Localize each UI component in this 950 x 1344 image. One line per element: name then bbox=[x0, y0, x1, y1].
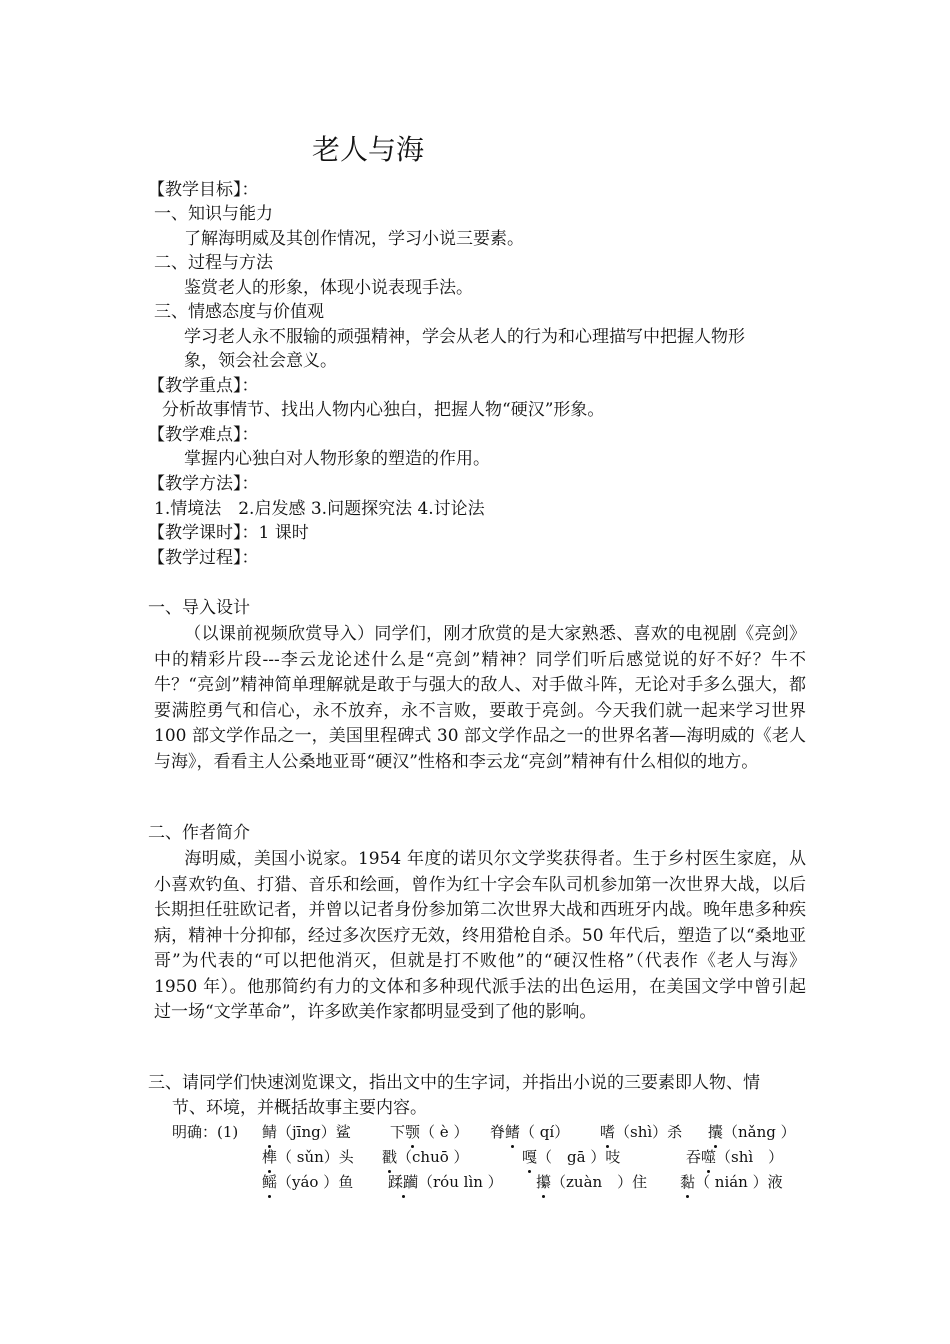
key-points-heading: 【教学重点】： bbox=[148, 376, 259, 396]
section-1-paragraph bbox=[154, 622, 806, 775]
goals-heading: 【教学目标】： bbox=[148, 180, 259, 200]
vocab-item: 攮（nǎng ） bbox=[708, 1123, 796, 1141]
vocab-lead: 明确：(1) bbox=[172, 1123, 239, 1141]
goals-section-2-title: 二、过程与方法 bbox=[154, 253, 273, 273]
class-hours-heading: 【教学课时】： bbox=[148, 523, 259, 543]
vocab-item: 嘎（ gā ）吱 bbox=[522, 1148, 621, 1166]
section-3-text-line-1: 三、请同学们快速浏览课文，指出文中的生字词，并指出小说的三要素即人物、情 bbox=[148, 1073, 760, 1093]
goals-section-1-text: 了解海明威及其创作情况，学习小说三要素。 bbox=[184, 229, 524, 249]
section-2-title: 二、作者简介 bbox=[148, 823, 250, 843]
goals-section-3-title: 三、情感态度与价值观 bbox=[154, 302, 324, 322]
class-hours-text: 1 课时 bbox=[258, 523, 309, 543]
vocab-row-2 bbox=[0, 1146, 950, 1168]
vocab-item: 鲭（jīng）鲨 bbox=[262, 1123, 351, 1141]
class-hours-line bbox=[148, 521, 309, 545]
process-heading: 【教学过程】： bbox=[148, 548, 259, 568]
vocab-item: 脊鳍（ qí） bbox=[490, 1123, 570, 1141]
document-title: 老人与海 bbox=[312, 133, 425, 166]
goals-section-1-title: 一、知识与能力 bbox=[154, 204, 273, 224]
key-points-text: 分析故事情节、找出人物内心独白，把握人物“硬汉”形象。 bbox=[162, 400, 605, 420]
vocab-item: 戳（chuō ） bbox=[382, 1148, 469, 1166]
goals-section-2-text: 鉴赏老人的形象，体现小说表现手法。 bbox=[184, 278, 473, 298]
vocab-item: 榫（ sǔn）头 bbox=[262, 1148, 354, 1166]
section-1-text: （以课前视频欣赏导入）同学们，刚才欣赏的是大家熟悉、喜欢的电视剧《亮剑》中的精彩片段---李云龙论述什么是“亮剑”精神？同学们听后感觉说的好不好？牛不牛？“亮剑”精神简单理解就是敢于与强大的敌人、对手做斗阵，无论对手多么强大，都要满腔勇气和信心，永不放弃，永不言败，要敢于亮剑。今天我们就一起来学习世界 100 部文学作品之一，美国里程碑式 30 部文学作品之一的世界名著—海明威的《老人与海》，看看主人公桑地亚哥“硬汉”性格和李云龙“亮剑”精神有什么相似的地方。 bbox=[154, 624, 806, 772]
methods-text: 1.情境法 2.启发感 3.问题探究法 4.讨论法 bbox=[154, 499, 485, 519]
goals-section-3-text-line-1: 学习老人永不服输的顽强精神，学会从老人的行为和心理描写中把握人物形 bbox=[184, 327, 745, 347]
vocab-item: 黏（ nián ）液 bbox=[680, 1173, 783, 1191]
vocab-item: 下颚（ è ） bbox=[390, 1123, 469, 1141]
vocab-row-3 bbox=[0, 1171, 950, 1193]
vocab-item: 鳐（yáo ）鱼 bbox=[262, 1173, 354, 1191]
methods-heading: 【教学方法】： bbox=[148, 474, 259, 494]
vocab-item: 蹂躏（róu lìn ） bbox=[388, 1173, 503, 1191]
vocab-row-1 bbox=[0, 1121, 950, 1143]
difficult-points-text: 掌握内心独白对人物形象的塑造的作用。 bbox=[184, 449, 490, 469]
goals-section-3-text-line-2: 象，领会社会意义。 bbox=[184, 351, 337, 371]
section-2-paragraph bbox=[154, 847, 806, 1026]
difficult-points-heading: 【教学难点】： bbox=[148, 425, 259, 445]
section-2-text: 海明威，美国小说家。1954 年度的诺贝尔文学奖获得者。生于乡村医生家庭，从小喜欢钓鱼、打猎、音乐和绘画，曾作为红十字会车队司机参加第一次世界大战，以后长期担任驻欧记者，并曾以记者身份参加第二次世界大战和西班牙内战。晚年患多种疾病，精神十分抑郁，经过多次医疗无效，终用猎枪自杀。50 年代后，塑造了以“桑地亚哥”为代表的“可以把他消灭，但就是打不败他”的“硬汉性格”（代表作《老人与海》1950 年）。他那简约有力的文体和多种现代派手法的出色运用，在美国文学中曾引起过一场“文学革命”，许多欧美作家都明显受到了他的影响。 bbox=[154, 849, 806, 1022]
vocab-item: 吞噬（shì ） bbox=[686, 1148, 784, 1166]
section-3-text-line-2: 节、环境，并概括故事主要内容。 bbox=[172, 1098, 427, 1118]
section-1-title: 一、导入设计 bbox=[148, 598, 250, 618]
vocab-item: 嗜（shì）杀 bbox=[600, 1123, 683, 1141]
vocab-item: 攥（zuàn ）住 bbox=[536, 1173, 648, 1191]
